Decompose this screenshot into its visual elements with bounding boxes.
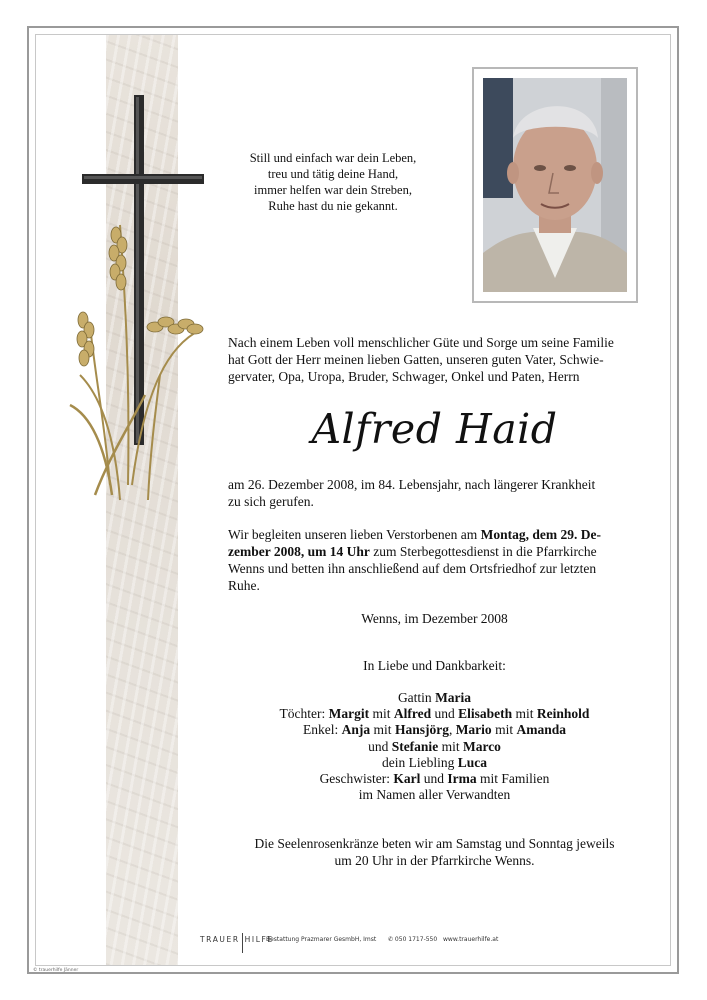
family-list: [228, 690, 641, 803]
funeral-text: Wir begleiten unseren lieben Verstorbenen am: [228, 527, 481, 542]
poem: [228, 150, 438, 214]
family-line-siblings: [228, 771, 641, 787]
website-link[interactable]: www.trauerhilfe.at: [443, 936, 499, 943]
family-text: Elisabeth: [458, 706, 513, 722]
funeral-date-cont: zember 2008, um 14 Uhr: [228, 544, 370, 559]
death-line: am 26. Dezember 2008, im 84. Lebensjahr, nach längerer Krankheit: [228, 477, 596, 492]
family-text: Irma: [447, 771, 477, 787]
family-line-favorite: [228, 755, 641, 771]
deceased-name: Alfred Haid: [311, 405, 558, 453]
family-text: mit: [370, 722, 395, 738]
place-date: Wenns, im Dezember 2008: [361, 611, 508, 626]
poem-line: immer helfen war dein Streben,: [254, 183, 412, 197]
death-line: zu sich gerufen.: [228, 494, 314, 509]
text-span: [242, 933, 243, 953]
rosary-line: Die Seelenrosenkränze beten wir am Samstag und Sonntag jeweils: [254, 836, 615, 851]
funeral-text: Wenns und betten ihn anschließend auf dem Ortsfriedhof zur letzten: [228, 561, 597, 576]
funeral-date: Montag, dem 29. De-: [480, 527, 601, 542]
family-text: Anja: [341, 722, 371, 738]
poem-line: Ruhe hast du nie gekannt.: [268, 199, 398, 213]
family-text: mit: [491, 722, 517, 738]
cross-with-wheat-icon: [50, 95, 220, 515]
intro-line: gervater, Opa, Uropa, Bruder, Schwager, Onkel und Paten, Herrn: [228, 369, 580, 384]
family-text: Margit: [328, 706, 370, 722]
family-text: Amanda: [516, 722, 566, 738]
family-text: mit: [369, 706, 394, 722]
family-text: Luca: [457, 754, 487, 770]
family-text: Enkel:: [303, 722, 342, 738]
family-text: Alfred: [393, 706, 432, 722]
family-text: und: [368, 738, 392, 754]
rosary-line: um 20 Uhr in der Pfarrkirche Wenns.: [334, 853, 535, 868]
portrait-photo: [483, 78, 627, 292]
intro-text: [228, 334, 641, 385]
portrait-frame: [472, 67, 638, 303]
family-text: mit: [438, 738, 463, 754]
cross-icon: [82, 95, 204, 445]
family-text: und: [420, 771, 448, 787]
poem-line: treu und tätig deine Hand,: [267, 167, 399, 181]
funeral-notice: [228, 526, 641, 594]
family-text: Stefanie: [391, 738, 439, 754]
family-text: ,: [448, 722, 456, 738]
funeral-text: Ruhe.: [228, 578, 260, 593]
family-text: Töchter:: [279, 706, 329, 722]
phone-number: ✆ 050 1717-550: [388, 936, 438, 943]
copyright-note: © trauerhilfe Jänner: [33, 968, 79, 973]
intro-line: hat Gott der Herr meinen lieben Gatten, unseren guten Vater, Schwie-: [228, 352, 604, 367]
gratitude-line: In Liebe und Dankbarkeit:: [363, 658, 506, 673]
rosary-notice: [228, 835, 641, 869]
family-text: Maria: [435, 690, 472, 705]
text-span: HILFE: [244, 935, 274, 944]
family-line-daughters: [228, 706, 641, 722]
family-text: und: [431, 706, 459, 722]
family-text: Hansjörg: [394, 722, 449, 738]
text-span: TRAUER: [200, 935, 240, 944]
family-text: Marco: [462, 738, 501, 754]
family-text: mit Familien: [476, 771, 550, 787]
funeral-text: zum Sterbegottesdienst in die Pfarrkirche: [369, 544, 597, 559]
family-text: Reinhold: [536, 706, 590, 722]
family-line-relatives: im Namen aller Verwandten: [358, 787, 511, 803]
family-text: mit: [512, 706, 537, 722]
family-text: Karl: [393, 771, 421, 787]
footer: [200, 930, 530, 960]
poem-line: Still und einfach war dein Leben,: [249, 151, 417, 165]
family-line-grandchildren-2: [228, 739, 641, 755]
family-text: dein Liebling: [382, 754, 458, 770]
family-text: Geschwister:: [319, 771, 394, 787]
family-text: Gattin: [397, 690, 436, 705]
family-line-grandchildren: [228, 722, 641, 738]
company-name: Bestattung Prazmarer GesmbH, Imst: [266, 936, 377, 943]
family-text: Mario: [455, 722, 492, 738]
trauerhilfe-logo: [200, 935, 274, 955]
death-notice: [228, 476, 641, 510]
family-line-wife: [228, 690, 641, 706]
intro-line: Nach einem Leben voll menschlicher Güte und Sorge um seine Familie: [228, 335, 614, 350]
